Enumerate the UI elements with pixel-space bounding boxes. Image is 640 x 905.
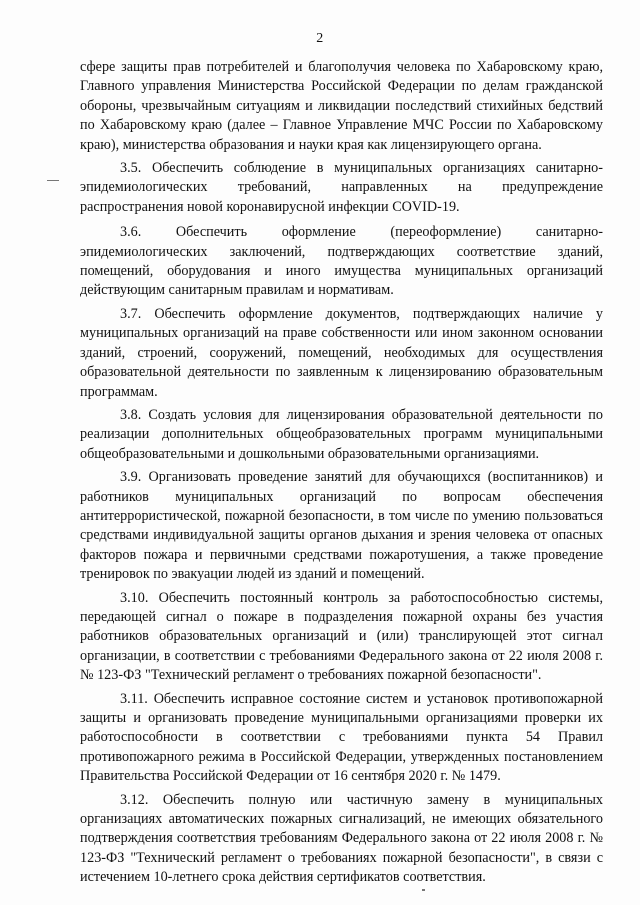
paragraph-3-7: 3.7. Обеспечить оформление документов, подтверждающих наличие у муниципальных организаций на праве собственности или ином законном основании зданий, строений, сооружений, помещений, необходимых для осуществления образовательной деятельности по заявленным к лицензированию образовательным программам. xyxy=(80,305,603,400)
paragraph-3-6: 3.6. Обеспечить оформление (переоформление) санитарно-эпидемиологических заключений, подтверждающих соответствие зданий, помещений, оборудования и иного имущества муниципальных организаций действующим санитарным правилам и нормативам. xyxy=(80,224,603,299)
paragraph-continuation: сфере защиты прав потребителей и благополучия человека по Хабаровскому краю, Главного управления Министерства Российской Федерации по делам гражданской обороны, чрезвычайным ситуациям и ликвидации последствий стихийных бедствий по Хабаровскому краю (далее – Главное Управление МЧС России по Хабаровскому краю), министерства образования и науки края как лицензирующего органа. xyxy=(80,59,603,153)
paragraph-3-10: 3.10. Обеспечить постоянный контроль за работоспособностью системы, передающей сигнал о пожаре в подразделения пожарной охраны без участия работников образовательных организаций и (или) транслирующей этот сигнал организации, в соответствии с требованиями Федерального закона от 22 июля 2008 г. № 123-ФЗ "Технический регламент о требованиях пожарной безопасности". xyxy=(80,589,603,684)
paragraph-3-8: 3.8. Создать условия для лицензирования образовательной деятельности по реализации дополнительных общеобразовательных программ муниципальными общеобразовательными и дошкольными образовательными организациями. xyxy=(80,406,603,462)
document-body xyxy=(80,58,603,888)
paragraph-3-5: 3.5. Обеспечить соблюдение в муниципальных организациях санитарно-эпидемиологических требований, направленных на предупреждение распространения новой коронавирусной инфекции COVID-19. xyxy=(80,160,603,215)
paragraph-3-12: 3.12. Обеспечить полную или частичную замену в муниципальных организациях автоматических пожарных сигнализаций, не имеющих обязательного подтверждения соответствия требованиям Федерального закона от 22 июля 2008 г. № 123-ФЗ "Технический регламент о требованиях пожарной безопасности", в связи с истечением 10-летнего срока действия сертификатов соответствия. xyxy=(80,791,603,886)
paragraph-3-11: 3.11. Обеспечить исправное состояние систем и установок противопожарной защиты и организовать проведение муниципальными организациями проверки их работоспособности в соответствии с требованиями пункта 54 Правил противопожарного режима в Российской Федерации, утвержденных постановлением Правительства Российской Федерации от 16 сентября 2020 г. № 1479. xyxy=(80,690,603,785)
margin-dash-mark xyxy=(47,180,59,181)
page-number: 2 xyxy=(316,31,324,46)
scan-speck-mark xyxy=(422,889,425,891)
paragraph-3-9: 3.9. Организовать проведение занятий для обучающихся (воспитанников) и работников муниципальных организаций по вопросам обеспечения антитеррористической, пожарной безопасности, в том числе по умению пользоваться средствами индивидуальной защиты органов дыхания и зрения человека от опасных факторов пожара и первичными средствами пожаротушения, а также проведение тренировок по эвакуации людей из зданий и помещений. xyxy=(80,469,603,583)
